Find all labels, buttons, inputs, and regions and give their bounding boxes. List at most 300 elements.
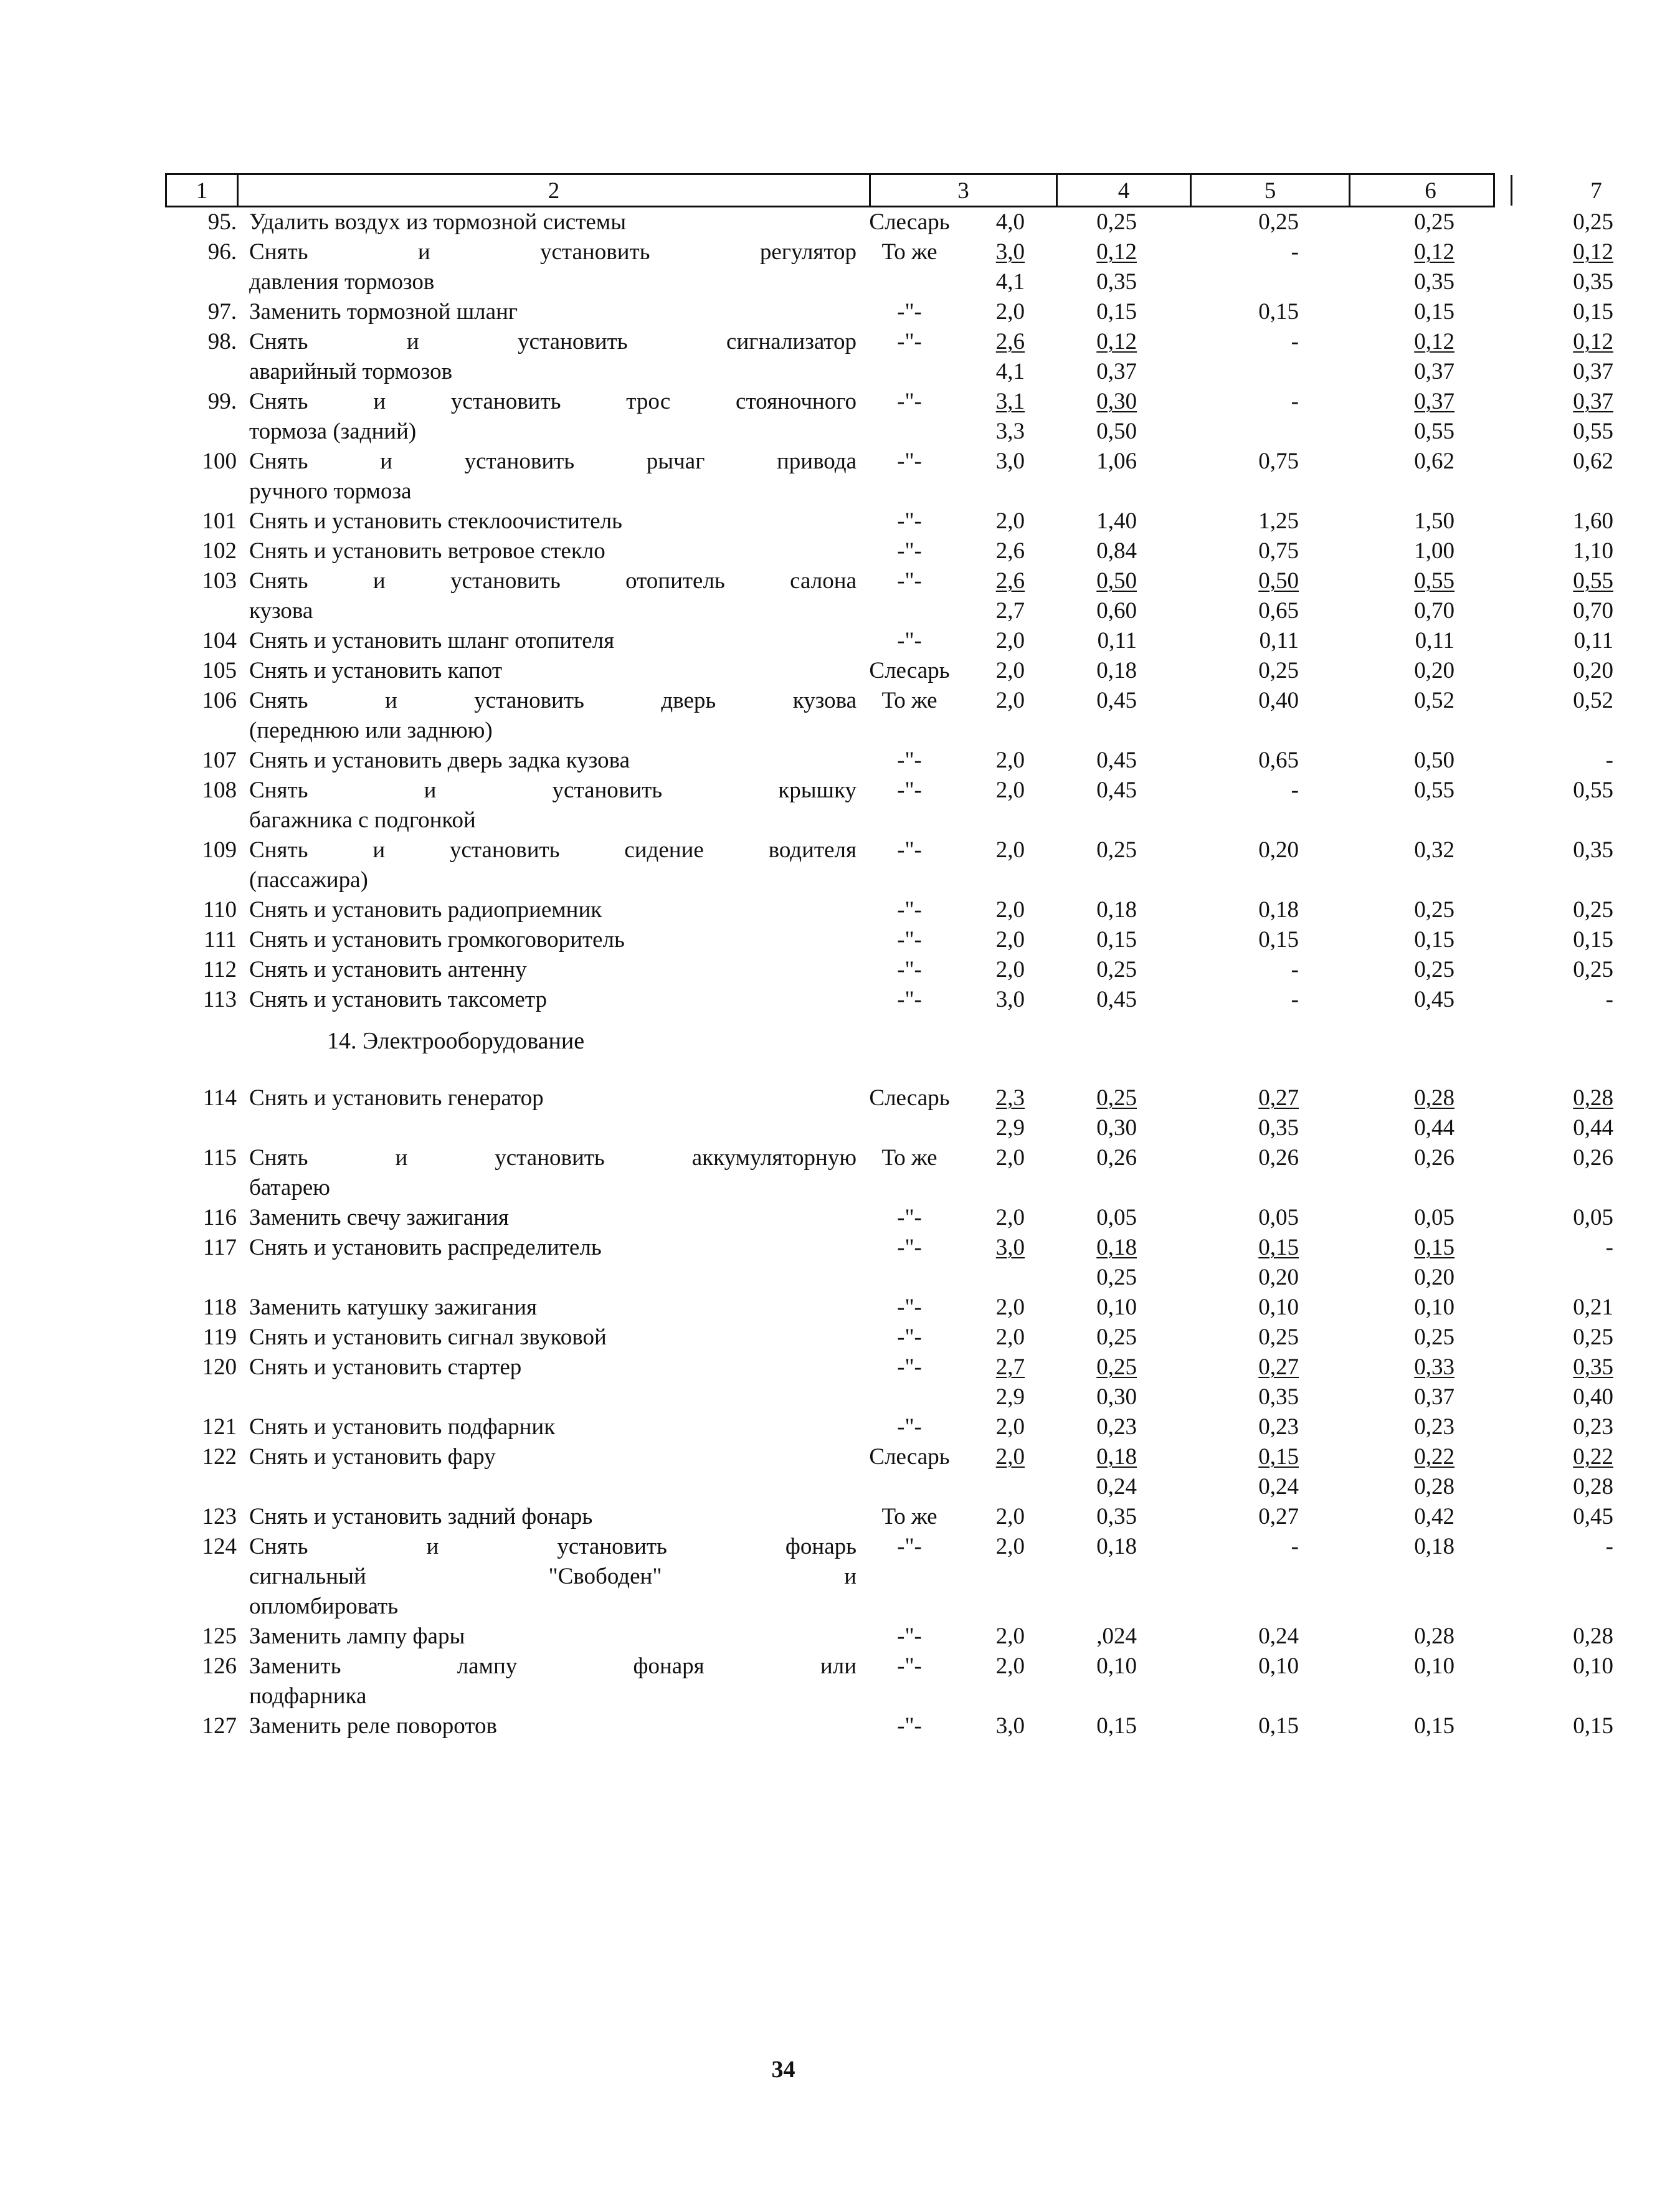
value-col-4: 0,25 [1096,837,1137,863]
table-row-line [165,1502,1613,1532]
row-number: 95. [207,209,237,235]
table-row-line [165,1263,1495,1293]
operation-name: Снять и установить сигнал звуковой [249,1324,607,1350]
value-col-3: 2,0 [995,1205,1025,1230]
operation-name: Снять и установить фару [249,1444,496,1470]
row-number: 122 [202,1444,237,1470]
value-col-7: 0,26 [1573,1145,1613,1171]
table-row-line [165,1203,1613,1233]
value-col-6: 0,55 [1414,777,1455,803]
worker-cell: -"- [897,628,922,654]
table-row [165,1502,1613,1532]
operation-name: Снять и установить генератор [249,1085,544,1111]
worker-cell: То же [881,688,937,713]
value-col-7: 0,25 [1573,209,1613,235]
table-row-line [165,925,1613,955]
table-row-line [165,1711,1613,1741]
worker-cell: -"- [897,987,922,1012]
value-col-4: 0,10 [1096,1295,1137,1320]
table-row-line [165,1143,1613,1173]
worker-cell: -"- [897,1713,922,1739]
header-col-6: 6 [1350,175,1512,206]
table-row-line [165,686,1613,716]
value-col-4: 0,50 [1096,419,1137,444]
worker-cell: -"- [897,897,922,923]
worker-cell: -"- [897,1235,922,1260]
table-row [165,955,1613,985]
table-row-line [165,1233,1613,1263]
value-col-5: 0,20 [1258,1265,1299,1290]
value-col-4: 0,25 [1096,1324,1137,1350]
value-col-4: 0,23 [1096,1414,1137,1440]
value-col-7: 0,25 [1573,1324,1613,1350]
value-col-6: 0,42 [1414,1504,1455,1529]
value-col-6: 0,37 [1414,359,1455,384]
value-col-4: 0,30 [1096,1115,1137,1141]
value-col-7: 0,52 [1573,688,1613,713]
value-col-7: 1,10 [1573,538,1613,564]
table-row-line [165,746,1613,776]
worker-cell: -"- [897,1534,922,1559]
operation-name: Удалить воздух из тормозной системы [249,209,627,235]
table-row [165,1412,1613,1442]
operation-name: Снять и установить рычаг привода [249,449,857,474]
operation-name: Снять и установить крышку [249,777,857,803]
operation-name: сигнальный "Свободен" и [249,1564,857,1589]
value-col-4: 0,18 [1096,658,1137,683]
table-row [165,387,1613,447]
value-col-7: 0,40 [1573,1384,1613,1410]
worker-cell: -"- [897,568,922,594]
row-number: 104 [202,628,237,654]
value-col-7: 0,25 [1573,897,1613,923]
value-col-3: 3,0 [995,1235,1025,1260]
value-col-3: 2,0 [995,1504,1025,1529]
value-col-3: 2,0 [995,1653,1025,1679]
value-col-5: 0,15 [1258,1713,1299,1739]
value-col-7: - [1605,748,1613,773]
worker-cell: -"- [897,1414,922,1440]
worker-cell: Слесарь [869,209,950,235]
worker-cell: -"- [897,329,922,354]
worker-cell: -"- [897,1623,922,1649]
value-col-7: 1,60 [1573,508,1613,534]
row-number: 118 [202,1295,237,1320]
value-col-5: 0,35 [1258,1384,1299,1410]
value-col-5: 0,75 [1258,449,1299,474]
row-number: 113 [202,987,237,1012]
value-col-5: 0,50 [1258,568,1299,594]
operation-name: Снять и установить сидение водителя [249,837,857,863]
worker-cell: -"- [897,748,922,773]
header-col-7: 7 [1590,178,1602,204]
value-col-7: 0,22 [1573,1444,1613,1470]
operation-name: Снять и установить шланг отопителя [249,628,615,654]
table-row [165,686,1613,746]
value-col-7: 0,55 [1573,777,1613,803]
table-row [165,1143,1613,1203]
value-col-6: 0,12 [1414,239,1455,265]
value-col-5: 0,25 [1258,1324,1299,1350]
value-col-5: 0,75 [1258,538,1299,564]
table-group-brakes-body [165,207,1613,1015]
value-col-7: 0,45 [1573,1504,1613,1529]
worker-cell: -"- [897,1205,922,1230]
value-col-7: 0,37 [1573,359,1613,384]
table-row [165,1083,1613,1143]
table-row [165,207,1613,237]
value-col-4: 0,45 [1096,688,1137,713]
value-col-6: 0,10 [1414,1653,1455,1679]
table-row-line [165,895,1613,925]
value-col-3: 2,0 [995,508,1025,534]
value-col-7: 0,12 [1573,329,1613,354]
table-row [165,626,1613,656]
operation-name: Снять и установить регулятор [249,239,857,265]
value-col-7: 0,11 [1573,628,1613,654]
table-row [165,1323,1613,1352]
table-row [165,1233,1613,1293]
value-col-7: 0,05 [1573,1205,1613,1230]
value-col-3: 2,0 [995,1444,1025,1470]
worker-cell: -"- [897,299,922,325]
value-col-5: 0,27 [1258,1085,1299,1111]
value-col-4: 1,06 [1096,449,1137,474]
value-col-3: 2,0 [995,628,1025,654]
row-number: 107 [202,748,237,773]
value-col-6: 0,70 [1414,598,1455,624]
operation-name: Снять и установить сигнализатор [249,329,857,354]
table-row [165,237,1613,297]
worker-cell: -"- [897,837,922,863]
value-col-6: 0,18 [1414,1534,1455,1559]
row-number: 114 [202,1085,237,1111]
operation-name: Снять и установить громкоговоритель [249,927,625,953]
value-col-7: 0,20 [1573,658,1613,683]
table-row [165,746,1613,776]
value-col-4: 0,84 [1096,538,1137,564]
value-col-4: 0,18 [1096,1444,1137,1470]
worker-cell: -"- [897,927,922,953]
operation-name: (пассажира) [249,867,368,893]
value-col-7: - [1605,987,1613,1012]
value-col-5: - [1291,329,1299,354]
value-col-7: 0,25 [1573,957,1613,982]
table-row [165,566,1613,626]
row-number: 126 [202,1653,237,1679]
operation-name: Снять и установить стартер [249,1354,522,1380]
value-col-4: 0,15 [1096,299,1137,325]
value-col-3: 3,0 [995,1713,1025,1739]
worker-cell: -"- [897,449,922,474]
worker-cell: -"- [897,1354,922,1380]
table-row [165,1203,1613,1233]
table-row-line [165,1412,1613,1442]
value-col-3: 2,9 [995,1384,1025,1410]
value-col-3: 2,0 [995,897,1025,923]
worker-cell: Слесарь [869,1085,950,1111]
value-col-6: 0,15 [1414,927,1455,953]
value-col-3: 2,7 [995,598,1025,624]
value-col-5: - [1291,957,1299,982]
table-row-line [165,536,1613,566]
operation-name: кузова [249,598,313,624]
value-col-3: 4,1 [995,359,1025,384]
value-col-7: 0,70 [1573,598,1613,624]
table-row-line [165,1592,1495,1622]
value-col-6: 0,25 [1414,897,1455,923]
row-number: 98. [207,329,237,354]
value-col-6: 0,15 [1414,1235,1455,1260]
value-col-5: - [1291,389,1299,414]
value-col-6: 0,37 [1414,1384,1455,1410]
operation-name: Снять и установить отопитель салона [249,568,857,594]
table-row-line [165,1352,1613,1382]
section-heading [165,1026,1495,1056]
table-row-line [165,656,1613,686]
table-row-line [165,626,1613,656]
row-number: 103 [202,568,237,594]
value-col-4: 0,10 [1096,1653,1137,1679]
value-col-4: 0,15 [1096,1713,1137,1739]
value-col-7: 0,15 [1573,1713,1613,1739]
value-col-5: - [1291,777,1299,803]
value-col-7: 0,55 [1573,568,1613,594]
value-col-4: 0,45 [1096,748,1137,773]
value-col-7: 0,28 [1573,1623,1613,1649]
value-col-6: 1,50 [1414,508,1455,534]
operation-name: опломбировать [249,1594,399,1619]
value-col-3: 2,0 [995,1324,1025,1350]
value-col-3: 2,3 [995,1085,1025,1111]
value-col-3: 2,0 [995,927,1025,953]
value-col-4: 0,60 [1096,598,1137,624]
operation-name: аварийный тормозов [249,359,453,384]
value-col-4: 1,40 [1096,508,1137,534]
table-row-line [165,387,1613,417]
value-col-7: 0,23 [1573,1414,1613,1440]
value-col-3: 2,6 [995,538,1025,564]
table-row [165,925,1613,955]
table-row [165,327,1613,387]
value-col-5: - [1291,239,1299,265]
value-col-4: 0,05 [1096,1205,1137,1230]
table-row-line [165,1173,1495,1203]
operation-name: Снять и установить задний фонарь [249,1504,593,1529]
operation-name: Снять и установить подфарник [249,1414,556,1440]
value-col-3: 2,6 [995,329,1025,354]
table-row-line [165,985,1613,1015]
value-col-4: 0,35 [1096,1504,1137,1529]
table-row [165,1532,1613,1622]
table-row-line [165,835,1613,865]
value-col-4: 0,12 [1096,329,1137,354]
value-col-7: 0,44 [1573,1115,1613,1141]
table-row-line [165,477,1495,506]
value-col-5: - [1291,1534,1299,1559]
table-row [165,895,1613,925]
table-row [165,297,1613,327]
value-col-5: 0,15 [1258,927,1299,953]
value-col-6: 0,45 [1414,987,1455,1012]
table-row-line [165,1442,1613,1472]
table-row [165,656,1613,686]
operation-name: Заменить свечу зажигания [249,1205,509,1230]
value-col-7: 0,37 [1573,389,1613,414]
value-col-3: 4,1 [995,269,1025,295]
value-col-3: 3,1 [995,389,1025,414]
row-number: 109 [202,837,237,863]
table-row-line [165,1622,1613,1652]
value-col-6: 0,22 [1414,1444,1455,1470]
value-col-3: 2,9 [995,1115,1025,1141]
value-col-6: 0,25 [1414,957,1455,982]
value-col-6: 0,55 [1414,568,1455,594]
operation-name: давления тормозов [249,269,435,295]
value-col-6: 0,28 [1414,1623,1455,1649]
value-col-4: 0,50 [1096,568,1137,594]
value-col-6: 0,10 [1414,1295,1455,1320]
value-col-5: 0,23 [1258,1414,1299,1440]
value-col-3: 3,0 [995,239,1025,265]
value-col-3: 2,0 [995,837,1025,863]
value-col-6: 0,25 [1414,209,1455,235]
value-col-5: 0,27 [1258,1504,1299,1529]
operation-name: Снять и установить дверь кузова [249,688,857,713]
table-row [165,835,1613,895]
value-col-3: 2,0 [995,957,1025,982]
row-number: 110 [202,897,237,923]
value-col-5: 0,05 [1258,1205,1299,1230]
value-col-6: 0,11 [1415,628,1455,654]
operation-name: Снять и установить фонарь [249,1534,857,1559]
operation-name: Заменить катушку зажигания [249,1295,538,1320]
value-col-7: 0,62 [1573,449,1613,474]
value-col-6: 0,62 [1414,449,1455,474]
table-row-line [165,566,1613,596]
operation-name: Снять и установить дверь задка кузова [249,748,630,773]
row-number: 99. [207,389,237,414]
section-title: 14. Электрооборудование [327,1028,585,1054]
row-number: 125 [202,1623,237,1649]
value-col-3: 2,0 [995,658,1025,683]
operation-name: подфарника [249,1683,367,1709]
operation-name: ручного тормоза [249,478,412,504]
table-row [165,1652,1613,1711]
value-col-4: 0,18 [1096,1235,1137,1260]
table-row-line [165,716,1495,746]
value-col-3: 2,6 [995,568,1025,594]
value-col-5: 0,35 [1258,1115,1299,1141]
row-number: 120 [202,1354,237,1380]
value-col-4: 0,26 [1096,1145,1137,1171]
value-col-6: 0,32 [1414,837,1455,863]
table-row-line [165,267,1613,297]
table-row [165,506,1613,536]
operation-name: Снять и установить распределитель [249,1235,602,1260]
value-col-7: 0,28 [1573,1085,1613,1111]
value-col-4: 0,30 [1096,389,1137,414]
value-col-7: 0,55 [1573,419,1613,444]
value-col-5: 0,15 [1258,1235,1299,1260]
value-col-3: 2,0 [995,1145,1025,1171]
value-col-4: 0,18 [1096,1534,1137,1559]
row-number: 97. [207,299,237,325]
table-header [165,173,1602,207]
value-col-5: 0,10 [1258,1295,1299,1320]
value-col-7: 0,21 [1573,1295,1613,1320]
operation-name: Снять и установить капот [249,658,503,683]
table-row-line [165,865,1495,895]
value-col-4: 0,25 [1096,1354,1137,1380]
table-row-line [165,1681,1495,1711]
value-col-7: 0,35 [1573,1354,1613,1380]
worker-cell: То же [881,1504,937,1529]
row-number: 115 [202,1145,237,1171]
value-col-3: 2,0 [995,748,1025,773]
row-number: 127 [202,1713,237,1739]
value-col-6: 0,35 [1414,269,1455,295]
value-col-4: 0,25 [1096,1085,1137,1111]
header-col-3: 3 [871,175,1058,206]
value-col-4: 0,12 [1096,239,1137,265]
operation-name: Снять и установить радиоприемник [249,897,602,923]
row-number: 106 [202,688,237,713]
table-row-line [165,237,1613,267]
table-row-line [165,1382,1613,1412]
operation-name: Заменить лампу фары [249,1623,465,1649]
table-row-line [165,207,1613,237]
value-col-6: 0,55 [1414,419,1455,444]
operation-name: багажника с подгонкой [249,807,476,833]
value-col-4: 0,45 [1096,777,1137,803]
value-col-4: 0,25 [1096,957,1137,982]
value-col-6: 0,28 [1414,1085,1455,1111]
value-col-4: 0,24 [1096,1474,1137,1500]
value-col-7: 0,12 [1573,239,1613,265]
table-row [165,776,1613,835]
value-col-5: 0,40 [1258,688,1299,713]
value-col-5: 0,65 [1258,598,1299,624]
table-row [165,447,1613,506]
value-col-4: 0,30 [1096,1384,1137,1410]
value-col-5: 0,20 [1258,837,1299,863]
table-row-line [165,447,1613,477]
table-row [165,1352,1613,1412]
value-col-5: 0,15 [1258,299,1299,325]
value-col-3: 2,0 [995,688,1025,713]
operation-name: Снять и установить ветровое стекло [249,538,605,564]
operation-name: (переднюю или заднюю) [249,718,493,743]
value-col-3: 2,0 [995,1295,1025,1320]
table-row-line [165,1083,1613,1113]
operation-name: Заменить реле поворотов [249,1713,497,1739]
table-row-line [165,1472,1613,1502]
table-body [165,207,1613,1741]
value-col-4: 0,18 [1096,897,1137,923]
worker-cell: -"- [897,1295,922,1320]
row-number: 111 [204,927,237,953]
table-row-line [165,806,1495,835]
table-row-line [165,1293,1613,1323]
operation-name: Снять и установить антенну [249,957,527,982]
row-number: 119 [202,1324,237,1350]
row-number: 124 [202,1534,237,1559]
table-row [165,1293,1613,1323]
value-col-3: 3,3 [995,419,1025,444]
value-col-5: 0,18 [1258,897,1299,923]
table-row-line [165,1323,1613,1352]
